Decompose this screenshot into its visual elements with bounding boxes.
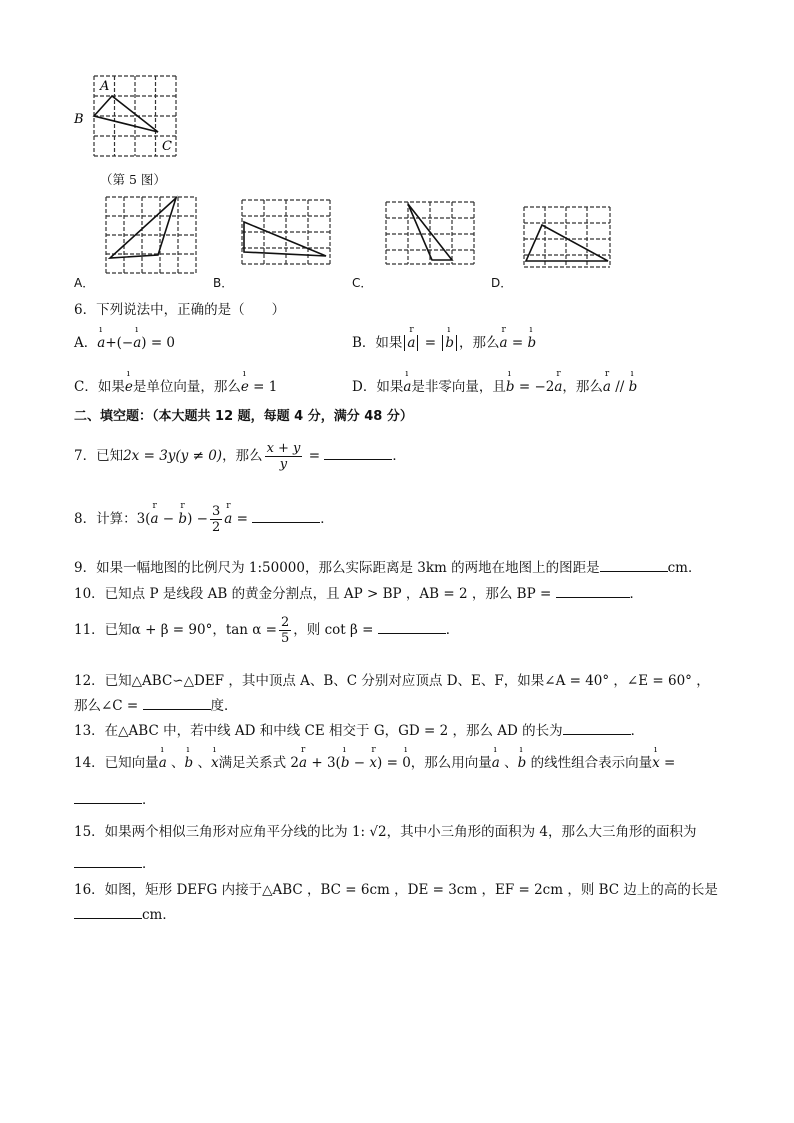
option-d-label[interactable]: D． (491, 276, 513, 290)
q11: 11．已知α + β = 90°，tan α = $\frac{2}{5}$ ，则 cot β = ． (74, 615, 460, 646)
q16-line1: 16．如图，矩形 DEFG 内接于△ABC ，BC = 6cm ，DE = 3cm ，EF = 2cm ，则 BC 边上的高的长是 (74, 882, 718, 898)
label-a: A (100, 79, 110, 94)
q13: 13．在△ABC 中，若中线 AD 和中线 CE 相交于 G，GD = 2 ，那么 AD 的长为 ． (74, 723, 645, 739)
q12-answer-blank[interactable] (143, 697, 211, 710)
option-a-label[interactable]: A． (74, 276, 95, 290)
option-c-figure (382, 198, 478, 268)
q8-answer-blank[interactable] (252, 510, 320, 523)
figure-5-caption: （第 5 图） (100, 172, 166, 187)
q9: 9．如果一幅地图的比例尺为 1:50000，那么实际距离是 3km 的两地在地图上的图距是 cm． (74, 560, 702, 576)
q6-option-c[interactable]: C．如果ı e是单位向量，那么ı e = 1 (74, 375, 277, 395)
q12-line1: 12．已知△ABC∽△DEF ，其中顶点 A、B、C 分别对应顶点 D、E、F，如果∠A = 40° ，∠E = 60° ， (74, 673, 710, 689)
q13-answer-blank[interactable] (563, 722, 631, 735)
figure-5-grid (70, 70, 190, 165)
q8: 8．计算：3(r a − r b) − $\frac{3}{2}$ r a = ． (74, 504, 334, 535)
label-c: C (162, 139, 172, 154)
option-b-label[interactable]: B． (213, 276, 234, 290)
q6-stem: 6．下列说法中，正确的是（ ） (74, 302, 286, 318)
label-b: B (74, 112, 84, 127)
q12-line2: 那么∠C = 度． (74, 698, 238, 714)
option-d-figure (520, 203, 614, 271)
option-b-figure (238, 196, 334, 268)
q14-line2: ． (74, 788, 156, 808)
q14-answer-blank[interactable] (74, 791, 142, 804)
q16-answer-blank[interactable] (74, 906, 142, 919)
q15-answer-blank[interactable] (74, 855, 142, 868)
option-c-label[interactable]: C． (352, 276, 373, 290)
q16-line2: cm． (74, 903, 176, 923)
q15-line2: ． (74, 852, 156, 872)
q9-answer-blank[interactable] (600, 559, 668, 572)
q6-option-a[interactable]: A．ı a+(−ı a) = 0 (74, 331, 175, 351)
q6-option-b[interactable]: B．如果r a = ı b ，那么r a = ı b (352, 331, 536, 351)
q15-line1: 15．如果两个相似三角形对应角平分线的比为 1: √2，其中小三角形的面积为 4，那么大三角形的面积为 (74, 824, 697, 840)
q14-line1: 14．已知向量ı a 、ı b 、ı x满足关系式 2r a + 3(ı b − r x) = ı 0，那么用向量ı a 、ı b 的线性组合表示向量ı x = (74, 751, 675, 771)
section-2-heading: 二、填空题：（本大题共 12 题，每题 4 分，满分 48 分） (74, 409, 413, 424)
option-a-figure (100, 193, 202, 281)
q7: 7．已知2x = 3y(y ≠ 0)，那么 $\frac{x + y}{y}$ = ． (74, 441, 406, 472)
q7-answer-blank[interactable] (324, 447, 392, 460)
triangle-abc (94, 96, 158, 132)
q6-option-d[interactable]: D．如果ı a是非零向量，且ı b = −2r a，那么r a // ı b (352, 375, 637, 395)
q10-answer-blank[interactable] (556, 585, 630, 598)
q10: 10．已知点 P 是线段 AB 的黄金分割点，且 AP > BP ，AB = 2 ，那么 BP = ． (74, 586, 644, 602)
q11-answer-blank[interactable] (378, 621, 446, 634)
